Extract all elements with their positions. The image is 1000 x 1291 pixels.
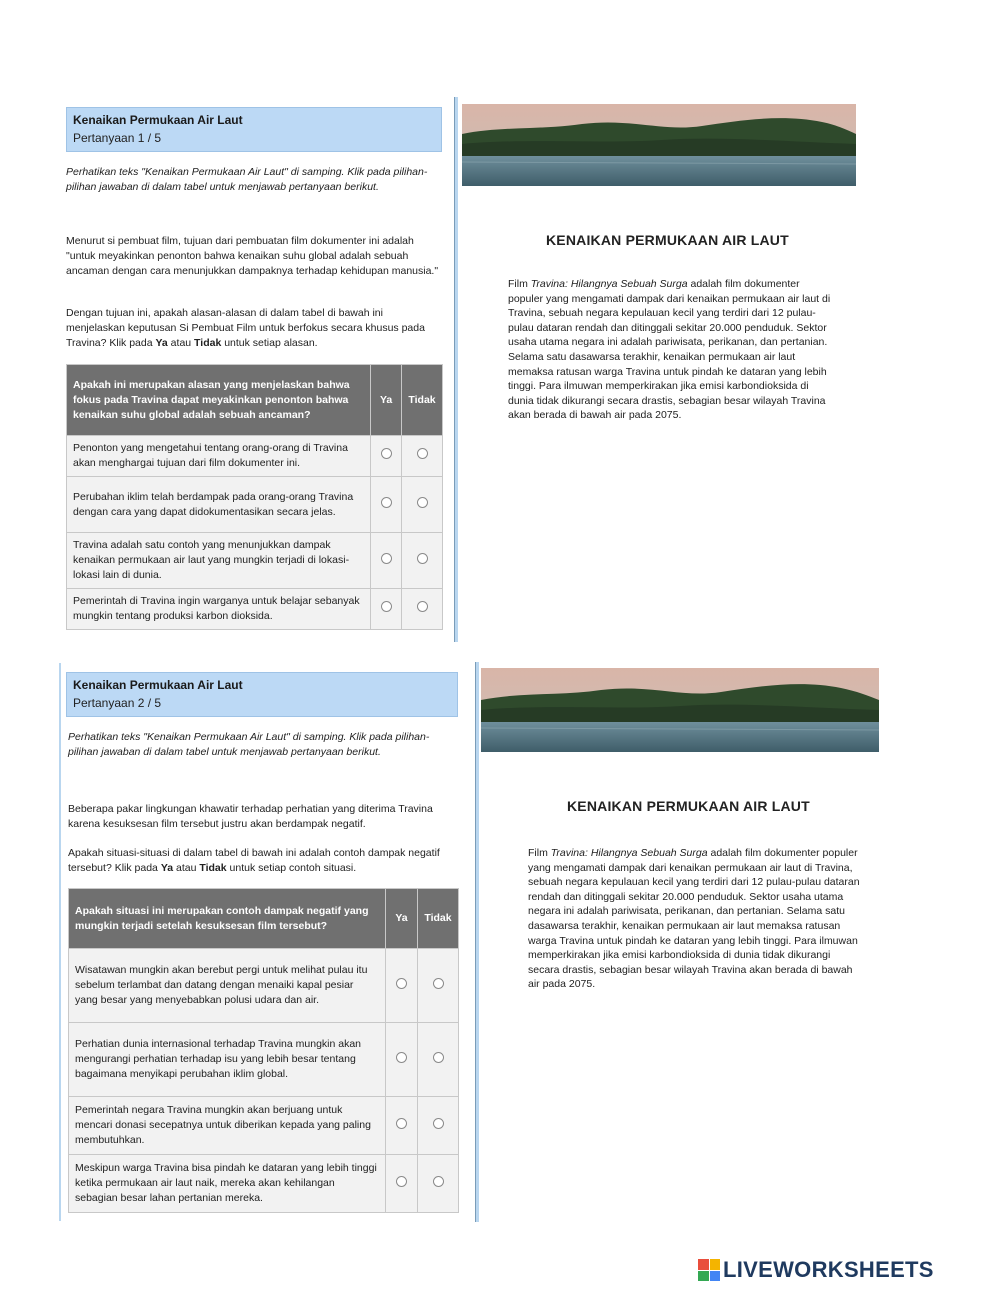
landscape-photo xyxy=(481,668,879,752)
no-radio[interactable] xyxy=(433,1176,444,1187)
col-no: Tidak xyxy=(402,365,443,436)
yes-radio[interactable] xyxy=(396,1052,407,1063)
col-yes: Ya xyxy=(371,365,402,436)
liveworksheets-logo xyxy=(698,1257,934,1283)
row-statement: Perubahan iklim telah berdampak pada orang-orang Travina dengan cara yang dapat didokumentasikan secara jelas. xyxy=(67,477,371,533)
landscape-photo xyxy=(462,104,856,186)
article-title: KENAIKAN PERMUKAAN AIR LAUT xyxy=(546,232,789,248)
row-statement: Penonton yang mengetahui tentang orang-orang di Travina akan menghargai tujuan dari film dokumenter ini. xyxy=(67,436,371,477)
row-statement: Wisatawan mungkin akan berebut pergi untuk melihat pulau itu sebelum terlambat dan datang dengan menaiki kapal pesiar yang besar yang menyebabkan polusi udara dan air. xyxy=(69,949,386,1023)
article-body: adalah film dokumenter populer yang mengamati dampak dari kenaikan permukaan air laut di Travina, sebuah negara kepulauan kecil yang terdiri dari 12 pulau-pulau dataran rendah dan ditinggali sekitar 20.000 penduduk. Sektor usaha utama negara ini adalah pariwisata, perikanan, dan pertanian. Selama satu dasawarsa terakhir, kenaikan permukaan air laut memaksa ratusan warga Travina untuk pindah ke dataran yang lebih tinggi. Para ilmuwan memperkirakan jika emisi karbondioksida di dunia tidak dikurangi secara drastis, sebagian besar wilayah Travina akan berada di bawah air pada 2075. xyxy=(508,278,831,422)
row-statement: Pemerintah di Travina ingin warganya untuk belajar sebanyak mungkin tentang produksi karbon dioksida. xyxy=(67,589,371,630)
no-radio[interactable] xyxy=(417,601,428,612)
row-statement: Travina adalah satu contoh yang menunjukkan dampak kenaikan permukaan air laut yang mungkin terjadi di lokasi-lokasi lain di dunia. xyxy=(67,533,371,589)
table-header-row xyxy=(67,365,443,436)
prompt-yes: Ya xyxy=(155,337,168,349)
panel-divider-line xyxy=(454,97,455,642)
no-cell xyxy=(402,533,443,589)
row-statement: Perhatian dunia internasional terhadap Travina mungkin akan mengurangi perhatian terhadap isu yang lebih besar tentang bagaimana menyikapi perubahan iklim global. xyxy=(69,1023,386,1097)
logo-tile xyxy=(698,1271,709,1282)
panel-divider xyxy=(455,97,458,642)
article-body: adalah film dokumenter populer yang mengamati dampak dari kenaikan permukaan air laut di Travina, sebuah negara kepulauan kecil yang terdiri dari 12 pulau-pulau dataran rendah dan ditinggali sekitar 20.000 penduduk. Sektor usaha utama negara ini adalah pariwisata, perikanan, dan pertanian. Selama satu dasawarsa terakhir, kenaikan permukaan air laut memaksa ratusan warga Travina untuk pindah ke dataran yang lebih tinggi. Para ilmuwan memperkirakan jika emisi karbondioksida di dunia tidak dikurangi secara drastis, sebagian besar wilayah Travina akan berada di bawah air pada 2075. xyxy=(528,847,860,991)
lake-image xyxy=(462,104,856,186)
logo-text: LIVEWORKSHEETS xyxy=(723,1257,934,1282)
yes-cell xyxy=(371,533,402,589)
prompt-text: untuk setiap contoh situasi. xyxy=(226,862,357,874)
yes-cell xyxy=(386,1023,418,1097)
yes-cell xyxy=(371,436,402,477)
yes-radio[interactable] xyxy=(381,497,392,508)
prompt-no: Tidak xyxy=(199,862,227,874)
no-radio[interactable] xyxy=(417,448,428,459)
answer-table xyxy=(68,888,459,1213)
article-text xyxy=(508,277,833,423)
question-panel-2 xyxy=(66,672,458,717)
table-header-question: Apakah ini merupakan alasan yang menjelaskan bahwa fokus pada Travina dapat meyakinkan penonton bahwa kenaikan suhu global adalah sebuah ancaman? xyxy=(67,365,371,436)
yes-radio[interactable] xyxy=(381,601,392,612)
question-number: Pertanyaan 1 / 5 xyxy=(73,131,162,145)
yes-cell xyxy=(371,589,402,630)
table-row xyxy=(69,1097,459,1155)
no-cell xyxy=(402,477,443,533)
prompt-yes: Ya xyxy=(160,862,174,874)
row-statement: Pemerintah negara Travina mungkin akan berjuang untuk mencari donasi secepatnya untuk diberikan kepada yang paling membutuhkan. xyxy=(69,1097,386,1155)
yes-radio[interactable] xyxy=(381,448,392,459)
prompt-text: atau xyxy=(167,337,195,349)
table-row xyxy=(69,1023,459,1097)
yes-radio[interactable] xyxy=(396,1176,407,1187)
article-text xyxy=(528,846,860,992)
prompt-text: Dengan tujuan ini, apakah alasan-alasan di dalam tabel di bawah ini menjelaskan keputusan Si Pembuat Film untuk berfokus secara khusus pada Travina? Klik pada xyxy=(66,307,425,349)
logo-tile xyxy=(698,1259,709,1270)
header-title: Kenaikan Permukaan Air Laut xyxy=(73,678,243,692)
no-radio[interactable] xyxy=(433,1052,444,1063)
question-header xyxy=(66,107,442,152)
header-title: Kenaikan Permukaan Air Laut xyxy=(73,113,243,127)
article-prefix: Film xyxy=(528,847,551,859)
table-header-question: Apakah situasi ini merupakan contoh dampak negatif yang mungkin terjadi setelah kesuksesan film tersebut? xyxy=(69,889,386,949)
table-header-row xyxy=(69,889,459,949)
question-context: Menurut si pembuat film, tujuan dari pembuatan film dokumenter ini adalah "untuk meyakinkan penonton bahwa kenaikan suhu global adalah sebuah ancaman dengan cara menunjukkan dampaknya terhadap kehidupan manusia." xyxy=(66,235,439,277)
prompt-no: Tidak xyxy=(194,337,222,349)
instruction-text: Perhatikan teks "Kenaikan Permukaan Air Laut" di samping. Klik pada pilihan-pilihan jawaban di dalam tabel untuk menjawab pertanyaan berikut. xyxy=(66,166,428,193)
question-panel-1 xyxy=(66,107,442,152)
yes-radio[interactable] xyxy=(396,978,407,989)
no-radio[interactable] xyxy=(417,553,428,564)
yes-cell xyxy=(386,1097,418,1155)
logo-tile xyxy=(710,1271,721,1282)
article-prefix: Film xyxy=(508,278,531,290)
no-cell xyxy=(418,949,459,1023)
logo-icon xyxy=(698,1259,720,1281)
table-row xyxy=(69,949,459,1023)
no-cell xyxy=(418,1155,459,1213)
no-cell xyxy=(402,589,443,630)
table-row xyxy=(67,589,443,630)
table-row xyxy=(69,1155,459,1213)
panel-divider-line xyxy=(475,662,476,1222)
prompt-text: Apakah situasi-situasi di dalam tabel di bawah ini adalah contoh dampak negatif tersebut? Klik pada xyxy=(68,847,440,874)
table-row xyxy=(67,533,443,589)
article-title: KENAIKAN PERMUKAAN AIR LAUT xyxy=(567,798,810,814)
table-row xyxy=(67,477,443,533)
col-yes: Ya xyxy=(386,889,418,949)
no-radio[interactable] xyxy=(433,1118,444,1129)
question-prompt xyxy=(66,306,438,351)
no-cell xyxy=(418,1097,459,1155)
panel-border-left xyxy=(59,663,61,1221)
film-title: Travina: Hilangnya Sebuah Surga xyxy=(530,278,688,290)
panel-divider xyxy=(476,662,479,1222)
film-title: Travina: Hilangnya Sebuah Surga xyxy=(550,847,708,859)
instruction-text: Perhatikan teks "Kenaikan Permukaan Air Laut" di samping. Klik pada pilihan-pilihan jawaban di dalam tabel untuk menjawab pertanyaan berikut. xyxy=(68,731,430,758)
row-statement: Meskipun warga Travina bisa pindah ke dataran yang lebih tinggi ketika permukaan air laut naik, mereka akan kehilangan sebagian besar lahan pertanian mereka. xyxy=(69,1155,386,1213)
question-prompt xyxy=(68,846,458,876)
yes-cell xyxy=(386,949,418,1023)
yes-radio[interactable] xyxy=(381,553,392,564)
no-cell xyxy=(418,1023,459,1097)
no-cell xyxy=(402,436,443,477)
col-no: Tidak xyxy=(418,889,459,949)
yes-radio[interactable] xyxy=(396,1118,407,1129)
yes-cell xyxy=(386,1155,418,1213)
yes-cell xyxy=(371,477,402,533)
table-row xyxy=(67,436,443,477)
question-context: Beberapa pakar lingkungan khawatir terhadap perhatian yang diterima Travina karena kesuksesan film tersebut justru akan berdampak negatif. xyxy=(68,803,433,830)
prompt-text: atau xyxy=(173,862,200,874)
lake-image xyxy=(481,668,879,752)
question-header xyxy=(66,672,458,717)
prompt-text: untuk setiap alasan. xyxy=(221,337,318,349)
answer-table xyxy=(66,364,443,630)
no-radio[interactable] xyxy=(433,978,444,989)
logo-tile xyxy=(710,1259,721,1270)
question-number: Pertanyaan 2 / 5 xyxy=(73,696,162,710)
no-radio[interactable] xyxy=(417,497,428,508)
